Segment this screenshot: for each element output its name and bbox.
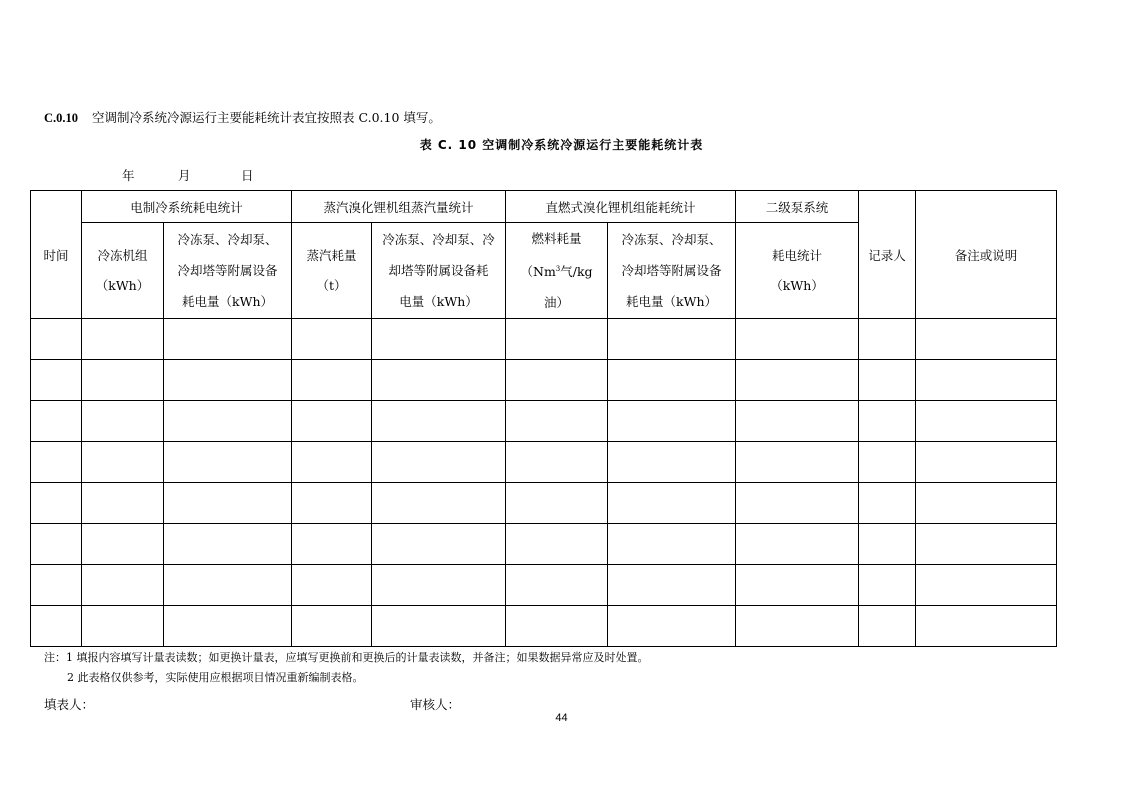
header-steam-group: 蒸汽溴化锂机组蒸汽量统计 — [292, 191, 506, 223]
header-electric-aux-power: 冷冻泵、冷却泵、 冷却塔等附属设备 耗电量（kWh） — [164, 223, 292, 319]
table-cell[interactable] — [292, 565, 372, 606]
table-cell[interactable] — [859, 524, 916, 565]
header-fuel-consumption: 燃料耗量 （Nm$^3$气/kg 油） — [506, 223, 608, 319]
table-cell[interactable] — [736, 319, 859, 360]
table-cell[interactable] — [31, 442, 82, 483]
table-cell[interactable] — [608, 483, 736, 524]
table-row — [31, 524, 1057, 565]
table-row — [31, 483, 1057, 524]
table-cell[interactable] — [82, 524, 164, 565]
energy-statistics-table — [30, 190, 1057, 647]
header-secondary-pump-power: 耗电统计 （kWh） — [736, 223, 859, 319]
table-cell[interactable] — [506, 606, 608, 647]
table-cell[interactable] — [31, 319, 82, 360]
table-cell[interactable] — [506, 442, 608, 483]
table-cell[interactable] — [372, 442, 506, 483]
table-cell[interactable] — [506, 319, 608, 360]
table-cell[interactable] — [292, 442, 372, 483]
table-cell[interactable] — [31, 483, 82, 524]
section-code: C.0.10 — [44, 111, 79, 125]
header-secondary-pump-group: 二级泵系统 — [736, 191, 859, 223]
table-cell[interactable] — [608, 319, 736, 360]
table-cell[interactable] — [859, 565, 916, 606]
table-cell[interactable] — [372, 524, 506, 565]
table-cell[interactable] — [82, 606, 164, 647]
table-cell[interactable] — [31, 360, 82, 401]
table-row — [31, 360, 1057, 401]
table-cell[interactable] — [859, 483, 916, 524]
header-steam-consumption: 蒸汽耗量 （t） — [292, 223, 372, 319]
table-notes — [44, 648, 649, 688]
date-year-label: 年 — [122, 168, 135, 183]
note-1: 注：1 填报内容填写计量表读数；如更换计量表，应填写更换前和更换后的计量表读数，并备注；如果数据异常应及时处置。 — [44, 651, 649, 664]
header-direct-aux-power: 冷冻泵、冷却泵、 冷却塔等附属设备 耗电量（kWh） — [608, 223, 736, 319]
table-cell[interactable] — [506, 483, 608, 524]
page-number: 44 — [555, 712, 568, 724]
table-cell[interactable] — [916, 442, 1057, 483]
table-cell[interactable] — [164, 319, 292, 360]
table-cell[interactable] — [372, 401, 506, 442]
table-cell[interactable] — [164, 442, 292, 483]
header-steam-aux-power: 冷冻泵、冷却泵、冷 却塔等附属设备耗 电量（kWh） — [372, 223, 506, 319]
header-row-groups — [31, 191, 1057, 223]
table-cell[interactable] — [164, 401, 292, 442]
table-cell[interactable] — [916, 360, 1057, 401]
table-cell[interactable] — [82, 483, 164, 524]
table-cell[interactable] — [608, 360, 736, 401]
table-cell[interactable] — [859, 606, 916, 647]
header-chiller-power: 冷冻机组 （kWh） — [82, 223, 164, 319]
header-direct-fired-group: 直燃式溴化锂机组能耗统计 — [506, 191, 736, 223]
table-cell[interactable] — [31, 606, 82, 647]
table-cell[interactable] — [164, 360, 292, 401]
table-cell[interactable] — [372, 319, 506, 360]
header-recorder: 记录人 — [859, 191, 916, 319]
table-cell[interactable] — [859, 442, 916, 483]
table-cell[interactable] — [608, 442, 736, 483]
table-cell[interactable] — [608, 606, 736, 647]
table-cell[interactable] — [82, 319, 164, 360]
table-cell[interactable] — [916, 606, 1057, 647]
table-cell[interactable] — [292, 360, 372, 401]
table-caption: 表 C. 10 空调制冷系统冷源运行主要能耗统计表 — [419, 138, 704, 152]
table-cell[interactable] — [164, 606, 292, 647]
table-cell[interactable] — [506, 524, 608, 565]
table-row — [31, 442, 1057, 483]
table-cell[interactable] — [372, 360, 506, 401]
table-cell[interactable] — [82, 442, 164, 483]
table-cell[interactable] — [82, 565, 164, 606]
table-cell[interactable] — [916, 483, 1057, 524]
section-intro — [44, 108, 441, 126]
date-month-label: 月 — [178, 168, 191, 183]
table-cell[interactable] — [916, 565, 1057, 606]
table-cell[interactable] — [608, 565, 736, 606]
table-cell[interactable] — [506, 401, 608, 442]
header-electric-group: 电制冷系统耗电统计 — [82, 191, 292, 223]
table-cell[interactable] — [31, 565, 82, 606]
table-cell[interactable] — [736, 524, 859, 565]
note-2: 2 此表格仅供参考，实际使用应根据项目情况重新编制表格。 — [67, 671, 364, 684]
table-cell[interactable] — [736, 360, 859, 401]
table-cell[interactable] — [736, 565, 859, 606]
table-cell[interactable] — [372, 565, 506, 606]
section-text: 空调制冷系统冷源运行主要能耗统计表宜按照表 C.0.10 填写。 — [92, 110, 441, 125]
table-cell[interactable] — [859, 360, 916, 401]
table-cell[interactable] — [31, 524, 82, 565]
table-cell[interactable] — [608, 401, 736, 442]
table-cell[interactable] — [736, 442, 859, 483]
table-cell[interactable] — [736, 606, 859, 647]
table-cell[interactable] — [292, 606, 372, 647]
table-cell[interactable] — [608, 524, 736, 565]
table-cell[interactable] — [859, 401, 916, 442]
table-row — [31, 565, 1057, 606]
header-time: 时间 — [31, 191, 82, 319]
table-row — [31, 401, 1057, 442]
table-cell[interactable] — [164, 524, 292, 565]
table-row — [31, 606, 1057, 647]
table-cell[interactable] — [736, 483, 859, 524]
table-cell[interactable] — [164, 565, 292, 606]
table-cell[interactable] — [916, 401, 1057, 442]
reviewer-label: 审核人： — [410, 697, 461, 712]
table-cell[interactable] — [292, 401, 372, 442]
table-cell[interactable] — [82, 360, 164, 401]
table-cell[interactable] — [506, 360, 608, 401]
table-cell[interactable] — [859, 319, 916, 360]
table-cell[interactable] — [506, 565, 608, 606]
filler-label: 填表人： — [44, 697, 95, 712]
date-day-label: 日 — [241, 168, 254, 183]
table-cell[interactable] — [736, 401, 859, 442]
table-cell[interactable] — [292, 319, 372, 360]
table-row — [31, 319, 1057, 360]
table-cell[interactable] — [82, 401, 164, 442]
table-cell[interactable] — [31, 401, 82, 442]
table-cell[interactable] — [372, 606, 506, 647]
table-cell[interactable] — [916, 524, 1057, 565]
table-cell[interactable] — [164, 483, 292, 524]
table-cell[interactable] — [372, 483, 506, 524]
table-cell[interactable] — [292, 483, 372, 524]
header-remarks: 备注或说明 — [916, 191, 1057, 319]
table-cell[interactable] — [916, 319, 1057, 360]
table-cell[interactable] — [292, 524, 372, 565]
